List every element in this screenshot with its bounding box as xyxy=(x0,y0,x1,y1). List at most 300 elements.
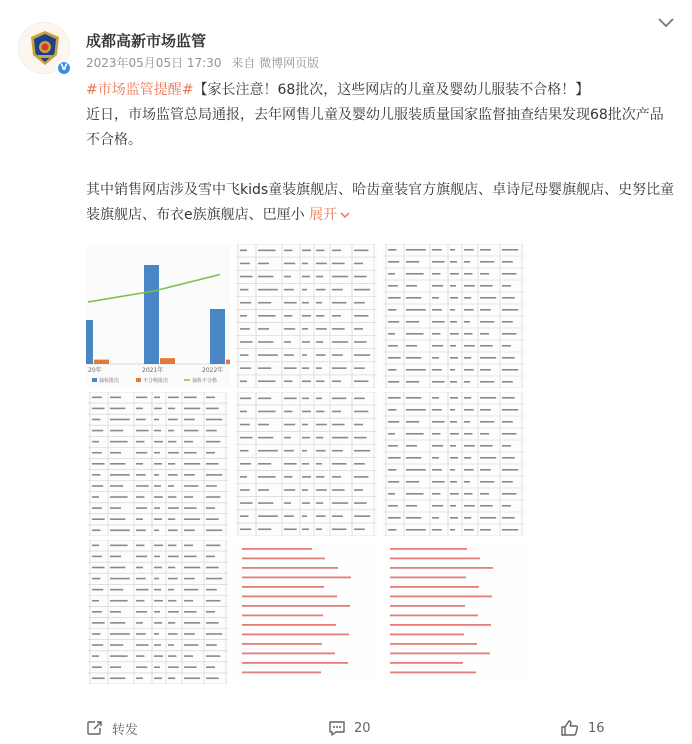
table-cell-text xyxy=(184,611,197,613)
table-cell-text xyxy=(332,437,348,439)
table-cell-text xyxy=(332,263,345,265)
table-cell-text xyxy=(168,529,178,531)
table-cell-text xyxy=(464,381,470,383)
table-cell-text xyxy=(184,496,193,498)
image-thumb-table[interactable] xyxy=(382,392,526,536)
table-cell-text xyxy=(406,469,426,471)
table-cell-text xyxy=(184,529,195,531)
table-cell-text xyxy=(240,515,248,517)
table-cell-text xyxy=(388,345,398,347)
table-cell-text xyxy=(464,433,472,435)
table-cell-text xyxy=(206,655,220,657)
table-cell-text xyxy=(258,476,276,478)
table-cell-text xyxy=(136,556,147,558)
table-cell-text xyxy=(258,250,276,252)
table-cell-text xyxy=(406,397,421,399)
table-cell-text xyxy=(332,424,345,426)
table-cell-text xyxy=(92,600,99,602)
table-cell-text xyxy=(450,481,457,483)
table-cell-text xyxy=(406,433,424,435)
table-preview xyxy=(86,540,230,684)
table-cell-text xyxy=(406,457,421,459)
table-cell-text xyxy=(240,250,247,252)
table-cell-text xyxy=(502,261,513,263)
table-cell-text xyxy=(206,485,217,487)
table-cell-text xyxy=(154,578,159,580)
table-cell-text xyxy=(92,556,102,558)
table-cell-text xyxy=(432,397,439,399)
table-cell-text xyxy=(110,397,121,399)
table-cell-text xyxy=(92,633,100,635)
table-cell-text xyxy=(110,496,128,498)
table-cell-text xyxy=(354,263,363,265)
table-cell-text xyxy=(354,528,365,530)
bar xyxy=(160,358,175,364)
table-cell-text xyxy=(388,433,395,435)
table-cell-text xyxy=(92,397,102,399)
table-cell-text xyxy=(354,302,365,304)
table-cell-text xyxy=(480,345,493,347)
table-cell-text xyxy=(110,655,128,657)
table-cell-text xyxy=(406,481,419,483)
table-cell-text xyxy=(502,297,515,299)
table-cell-text xyxy=(406,421,419,423)
table-cell-text xyxy=(136,485,149,487)
list-line xyxy=(242,615,323,617)
table-cell-text xyxy=(184,452,197,454)
table-cell-text xyxy=(388,309,396,311)
table-cell-text xyxy=(258,437,273,439)
table-cell-text xyxy=(388,445,398,447)
table-cell-text xyxy=(502,357,515,359)
list-line xyxy=(242,577,351,579)
table-cell-text xyxy=(168,567,175,569)
table-cell-text xyxy=(110,529,130,531)
table-cell-text xyxy=(406,357,421,359)
table-cell-text xyxy=(480,249,491,251)
table-cell-text xyxy=(354,341,367,343)
like-count: 16 xyxy=(588,720,605,736)
list-line xyxy=(390,672,476,674)
table-cell-text xyxy=(110,474,130,476)
table-cell-text xyxy=(184,677,200,679)
table-cell-text xyxy=(110,518,125,520)
table-cell-text xyxy=(332,250,341,252)
table-cell-text xyxy=(154,463,162,465)
table-cell-text xyxy=(168,589,174,591)
image-thumb-list[interactable] xyxy=(234,540,378,684)
table-cell-text xyxy=(480,445,493,447)
table-cell-text xyxy=(316,502,323,504)
table-cell-text xyxy=(258,528,271,530)
table-cell-text xyxy=(258,515,278,517)
table-cell-text xyxy=(154,633,159,635)
table-cell-text xyxy=(154,644,161,646)
table-cell-text xyxy=(154,545,163,547)
table-cell-text xyxy=(432,369,442,371)
table-cell-text xyxy=(332,515,343,517)
table-cell-text xyxy=(284,341,291,343)
table-cell-text xyxy=(432,309,442,311)
list-line xyxy=(390,558,480,560)
table-cell-text xyxy=(450,421,457,423)
table-cell-text xyxy=(184,644,198,646)
table-cell-text xyxy=(502,397,515,399)
image-thumb-table[interactable] xyxy=(234,392,378,536)
table-cell-text xyxy=(110,452,121,454)
table-cell-text xyxy=(136,666,147,668)
table-cell-text xyxy=(406,345,417,347)
table-cell-text xyxy=(316,315,324,317)
table-cell-text xyxy=(184,441,193,443)
table-cell-text xyxy=(354,276,367,278)
table-cell-text xyxy=(480,397,496,399)
table-cell-text xyxy=(406,309,426,311)
legend-swatch xyxy=(136,378,141,382)
table-cell-text xyxy=(480,381,494,383)
paragraph-1: 近日，市场监管总局通报，去年网售儿童及婴幼儿服装质量国家监督抽查结果发现68批次产品不合格。 xyxy=(86,107,664,148)
table-cell-text xyxy=(284,515,294,517)
table-cell-text xyxy=(206,589,217,591)
table-cell-text xyxy=(332,502,348,504)
table-cell-text xyxy=(432,261,445,263)
table-preview xyxy=(382,392,526,536)
table-preview xyxy=(86,392,230,536)
table-cell-text xyxy=(302,250,311,252)
table-cell-text xyxy=(168,545,176,547)
image-thumb-table[interactable] xyxy=(234,244,378,388)
table-cell-text xyxy=(136,408,143,410)
table-cell-text xyxy=(154,507,160,509)
table-cell-text xyxy=(206,677,219,679)
table-cell-text xyxy=(258,463,271,465)
list-line xyxy=(242,643,322,645)
table-cell-text xyxy=(240,380,247,382)
comment-button[interactable] xyxy=(328,716,371,740)
repost-button[interactable] xyxy=(86,716,138,740)
list-line xyxy=(242,634,349,636)
list-line xyxy=(242,662,348,664)
table-cell-text xyxy=(184,556,197,558)
table-cell-text xyxy=(284,489,295,491)
table-cell-text xyxy=(206,600,220,602)
table-cell-text xyxy=(92,496,99,498)
table-cell-text xyxy=(316,289,326,291)
table-cell-text xyxy=(168,633,178,635)
table-cell-text xyxy=(406,409,426,411)
table-cell-text xyxy=(110,622,125,624)
table-cell-text xyxy=(258,328,269,330)
table-cell-text xyxy=(302,398,309,400)
table-cell-text xyxy=(206,622,219,624)
table-cell-text xyxy=(480,469,491,471)
table-cell-text xyxy=(168,485,174,487)
table-cell-text xyxy=(502,481,513,483)
table-cell-text xyxy=(240,463,251,465)
table-cell-text xyxy=(332,328,345,330)
table-cell-text xyxy=(464,285,475,287)
post-source: 来自 微博网页版 xyxy=(231,56,320,70)
table-cell-text xyxy=(258,341,273,343)
table-cell-text xyxy=(110,677,125,679)
table-cell-text xyxy=(316,398,322,400)
table-cell-text xyxy=(406,505,417,507)
table-cell-text xyxy=(240,354,248,356)
table-cell-text xyxy=(154,430,161,432)
table-cell-text xyxy=(480,321,494,323)
table-cell-text xyxy=(388,457,401,459)
table-cell-text xyxy=(464,309,474,311)
table-cell-text xyxy=(464,409,474,411)
table-cell-text xyxy=(502,409,518,411)
tick-label: 2021年 xyxy=(142,367,164,374)
table-cell-text xyxy=(502,345,511,347)
chevron-down-icon xyxy=(339,210,351,220)
table-cell-text xyxy=(316,302,322,304)
table-cell-text xyxy=(388,493,395,495)
username[interactable]: 成都高新市场监管 xyxy=(86,32,207,50)
table-cell-text xyxy=(168,644,174,646)
table-cell-text xyxy=(184,397,197,399)
table-cell-text xyxy=(502,529,518,531)
table-cell-text xyxy=(258,489,269,491)
table-cell-text xyxy=(316,276,323,278)
table-cell-text xyxy=(406,321,419,323)
image-thumb-table[interactable] xyxy=(86,540,230,684)
table-cell-text xyxy=(450,409,455,411)
table-cell-text xyxy=(406,285,417,287)
table-cell-text xyxy=(136,644,149,646)
table-cell-text xyxy=(388,481,399,483)
table-cell-text xyxy=(464,481,470,483)
table-cell-text xyxy=(502,309,518,311)
table-cell-text xyxy=(354,515,370,517)
table-cell-text xyxy=(110,408,125,410)
table-cell-text xyxy=(154,441,163,443)
table-cell-text xyxy=(302,315,311,317)
table-cell-text xyxy=(284,424,295,426)
table-cell-text xyxy=(284,263,295,265)
table-cell-text xyxy=(240,489,250,491)
table-cell-text xyxy=(154,496,163,498)
table-cell-text xyxy=(388,469,396,471)
table-cell-text xyxy=(450,309,455,311)
table-cell-text xyxy=(406,333,424,335)
table-cell-text xyxy=(450,249,455,251)
table-cell-text xyxy=(258,354,278,356)
table-preview xyxy=(382,244,526,388)
table-cell-text xyxy=(464,273,472,275)
table-cell-text xyxy=(206,419,222,421)
bar-chart xyxy=(86,244,230,388)
table-cell-text xyxy=(406,445,417,447)
table-cell-text xyxy=(258,411,276,413)
table-cell-text xyxy=(388,381,399,383)
table-cell-text xyxy=(110,485,123,487)
table-cell-text xyxy=(136,567,143,569)
table-cell-text xyxy=(450,493,459,495)
table-cell-text xyxy=(184,430,198,432)
list-line xyxy=(390,634,464,636)
like-button[interactable] xyxy=(560,716,605,740)
list-line xyxy=(390,586,479,588)
table-cell-text xyxy=(432,457,439,459)
table-cell-text xyxy=(354,502,367,504)
bar xyxy=(210,309,225,364)
table-cell-text xyxy=(206,518,219,520)
table-cell-text xyxy=(450,369,455,371)
table-cell-text xyxy=(168,507,179,509)
table-cell-text xyxy=(154,397,160,399)
table-cell-text xyxy=(406,273,424,275)
table-cell-text xyxy=(406,517,421,519)
table-cell-text xyxy=(240,263,250,265)
table-cell-text xyxy=(154,474,159,476)
table-cell-text xyxy=(316,380,324,382)
table-cell-text xyxy=(432,517,439,519)
table-cell-text xyxy=(302,411,311,413)
topic-tag[interactable]: #市场监管提醒# xyxy=(86,82,194,98)
list-line xyxy=(242,548,312,550)
table-cell-text xyxy=(168,578,178,580)
table-cell-text xyxy=(184,518,200,520)
table-cell-text xyxy=(388,369,396,371)
table-cell-text xyxy=(184,507,197,509)
table-cell-text xyxy=(136,622,143,624)
table-cell-text xyxy=(354,489,363,491)
table-cell-text xyxy=(388,517,401,519)
verified-badge-icon: V xyxy=(56,60,72,76)
table-cell-text xyxy=(464,493,472,495)
table-cell-text xyxy=(480,409,491,411)
table-cell-text xyxy=(450,285,456,287)
table-cell-text xyxy=(206,529,222,531)
chevron-down-icon[interactable] xyxy=(656,14,676,30)
table-cell-text xyxy=(432,345,443,347)
image-thumb-list[interactable] xyxy=(382,540,526,684)
table-cell-text xyxy=(284,328,295,330)
table-cell-text xyxy=(154,567,162,569)
table-cell-text xyxy=(388,397,401,399)
table-cell-text xyxy=(240,398,251,400)
table-cell-text xyxy=(502,381,513,383)
table-cell-text xyxy=(240,315,247,317)
table-cell-text xyxy=(354,250,368,252)
table-preview xyxy=(234,392,378,536)
table-cell-text xyxy=(92,578,100,580)
table-cell-text xyxy=(258,502,273,504)
table-cell-text xyxy=(168,474,178,476)
table-cell-text xyxy=(136,655,144,657)
table-cell-text xyxy=(316,424,327,426)
table-cell-text xyxy=(332,289,343,291)
table-cell-text xyxy=(302,289,307,291)
table-cell-text xyxy=(480,273,489,275)
image-thumb-table[interactable] xyxy=(86,392,230,536)
table-cell-text xyxy=(168,430,174,432)
table-cell-text xyxy=(240,302,251,304)
table-cell-text xyxy=(154,600,163,602)
expand-link[interactable]: 展开 xyxy=(309,207,351,223)
table-cell-text xyxy=(332,276,348,278)
table-cell-text xyxy=(184,408,200,410)
table-cell-text xyxy=(240,411,247,413)
table-cell-text xyxy=(240,276,253,278)
table-cell-text xyxy=(284,476,292,478)
image-thumb-chart[interactable] xyxy=(86,244,230,388)
table-cell-text xyxy=(388,249,396,251)
table-cell-text xyxy=(240,437,253,439)
table-cell-text xyxy=(168,666,179,668)
table-cell-text xyxy=(480,297,496,299)
table-cell-text xyxy=(136,507,147,509)
table-cell-text xyxy=(354,315,368,317)
table-cell-text xyxy=(258,289,278,291)
table-cell-text xyxy=(110,430,123,432)
post-date[interactable]: 2023年05月05日 17:30 xyxy=(86,56,222,70)
table-cell-text xyxy=(316,528,322,530)
comment-count: 20 xyxy=(354,720,371,736)
table-cell-text xyxy=(258,263,269,265)
table-cell-text xyxy=(168,397,179,399)
table-cell-text xyxy=(92,677,105,679)
table-cell-text xyxy=(502,433,516,435)
table-cell-text xyxy=(284,502,291,504)
table-cell-text xyxy=(110,567,125,569)
table-cell-text xyxy=(184,589,198,591)
table-cell-text xyxy=(450,469,455,471)
table-cell-text xyxy=(92,518,105,520)
table-cell-text xyxy=(302,450,307,452)
table-cell-text xyxy=(154,452,160,454)
list-line xyxy=(390,605,465,607)
table-cell-text xyxy=(432,409,442,411)
table-cell-text xyxy=(136,633,146,635)
table-cell-text xyxy=(332,354,343,356)
image-thumb-table[interactable] xyxy=(382,244,526,388)
table-cell-text xyxy=(136,589,149,591)
table-cell-text xyxy=(464,249,474,251)
table-cell-text xyxy=(332,450,343,452)
table-cell-text xyxy=(316,450,326,452)
table-cell-text xyxy=(502,469,518,471)
table-cell-text xyxy=(502,445,511,447)
table-cell-text xyxy=(354,398,365,400)
table-cell-text xyxy=(432,493,440,495)
table-cell-text xyxy=(168,677,175,679)
table-cell-text xyxy=(240,528,251,530)
legend-label: 抽检批次 xyxy=(99,378,120,384)
table-cell-text xyxy=(284,463,297,465)
table-cell-text xyxy=(388,321,399,323)
list-line xyxy=(242,567,338,569)
table-cell-text xyxy=(168,452,179,454)
table-cell-text xyxy=(258,380,276,382)
list-line xyxy=(390,624,491,626)
table-cell-text xyxy=(184,474,195,476)
table-cell-text xyxy=(110,556,121,558)
table-cell-text xyxy=(354,380,368,382)
table-cell-text xyxy=(184,463,200,465)
table-cell-text xyxy=(302,463,309,465)
table-cell-text xyxy=(316,367,322,369)
table-cell-text xyxy=(332,489,345,491)
table-cell-text xyxy=(464,457,471,459)
table-cell-text xyxy=(184,666,197,668)
table-cell-text xyxy=(92,655,99,657)
table-cell-text xyxy=(432,297,439,299)
table-cell-text xyxy=(258,276,273,278)
